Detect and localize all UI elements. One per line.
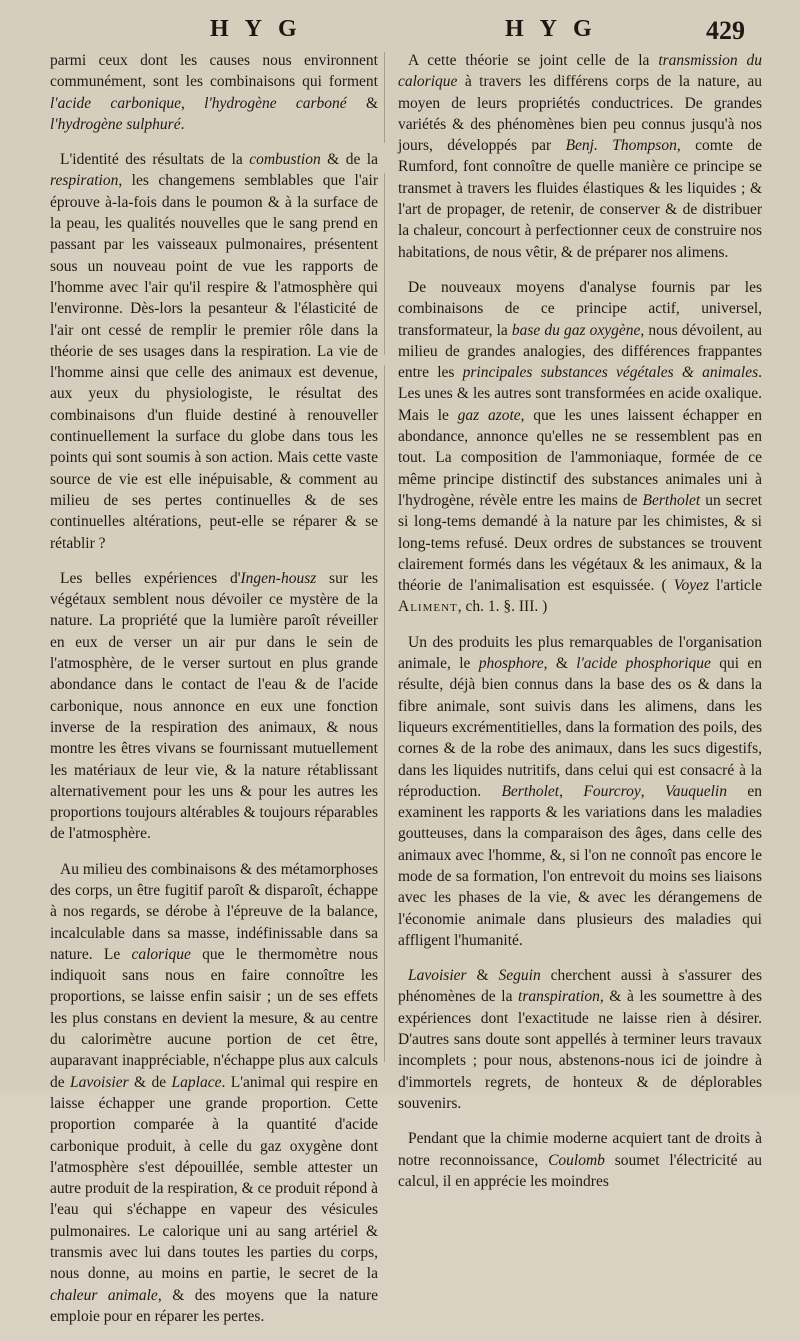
paragraph: Les belles expériences d'Ingen-housz sur les végétaux semblent nous dévoiler ce mystère de la nature. La propriété que la lumière paroît réveiller en eux de verser un air pur dans le sein de l'atmosphère, de le verser surtout en plus grande abondance dans le contact de l'eau & de l'acide carbonique, nous annonce en eux une fonction inverse de la respiration des animaux, & nous montre les êtres vivans se fournissant mutuellement les matériaux de leur vie, & la nature rétablissant alternativement pour les uns & pour les autres les proportions toujours altérables & toujours réparables de l'atmosphère. — [50, 569, 378, 843]
paragraph: Un des produits les plus remarquables de l'organisation animale, le phosphore, & l'acide phosphorique qui en résulte, déjà bien connus dans la base des os & dans la fibre animale, sont suivis dans les alimens, dans les liqueurs excrémentitielles, dans la formation des poils, des cornes & de la robe des animaux, dans les sucs digestifs, dans les liquides nutritifs, dans celui qui est consacré à la réproduction. Bertholet, Fourcroy, Vauquelin en examinent les rapports & les variations dans les maladies goutteuses, dans la comparaison des âges, dans celle des animaux avec l'homme, &, si l'on ne connoît pas encore le mode de sa formation, l'on entrevoit du moins ses liaisons avec les phases de la vie, & avec les dérangemens de l'économie animale dans plusieurs des maladies qui affligent l'humanité. — [398, 633, 762, 949]
right-column — [398, 50, 762, 1206]
paragraph: L'identité des résultats de la combustion & de la respiration, les changemens semblables que l'air éprouve à-la-fois dans le poumon & à la surface de la peau, les qualités nouvelles que le sang prend en passant par les vaisseaux pulmonaires, présentent sous un nouveau point de vue les rapports de l'homme avec l'air qu'il respire & l'atmosphère qui l'environne. Dès-lors la pesanteur & l'élasticité de l'air ont cessé de remplir le premier rôle dans la théorie de ses usages dans la respiration. La vie de l'homme ainsi que celle des animaux est devenue, aux yeux du physiologiste, le résultat des combinaisons d'un fluide destiné à renouveller continuellement la surface du globe dans tous les points qui sont soumis à son action. Mais cette vaste source de vie est elle inépuisable, & comment au milieu de ses pertes continuelles & de ses continuelles altérations, peut-elle se réparer & se rétablir ? — [50, 151, 378, 552]
page-number: 429 — [706, 16, 745, 45]
header-right-word: HYG — [505, 16, 608, 42]
left-column — [50, 50, 378, 1341]
paragraph: Pendant que la chimie moderne acquiert tant de droits à notre reconnoissance, Coulomb soumet l'électricité au calcul, il en apprécie les moindres — [398, 1130, 762, 1190]
column-divider — [384, 52, 385, 1062]
paragraph: De nouveaux moyens d'analyse fournis par les combinaisons de ce principe actif, universel, transformateur, la base du gaz oxygène, nous dévoilent, au milieu de grandes analogies, des différences frappantes entre les principales substances végétales & animales. Les unes & les autres sont transformées en acide oxalique. Mais le gaz azote, que les unes laissent échapper en abondance, annonce qu'elles ne se ressemblent pas en tout. La composition de l'ammoniaque, formée de ce même principe distinctif des substances animales uni à l'hydrogène, révèle entre les mains de Bertholet un secret si long-tems demandé à la nature par les chimistes, & si long-tems refusé. Deux ordres de substances se trouvent clairement formés dans les végétaux & les animaux, & la théorie de l'animalisation est esquissée. ( Voyez l'article Aliment, ch. 1. §. III. ) — [398, 278, 763, 616]
paragraph: Lavoisier & Seguin cherchent aussi à s'assurer des phénomènes de la transpiration, & à les soumettre à des expériences dont l'exactitude ne laisse rien à désirer. D'autres sans doute sont appellés à terminer leurs travaux incomplets ; pour nous, abstenons-nous ici de joindre à d'immortels regrets, de honteux & de déplorables souvenirs. — [398, 967, 762, 1112]
header-left-word: HYG — [210, 16, 313, 42]
paragraph: A cette théorie se joint celle de la transmission du calorique à travers les différens corps de la nature, au moyen de leurs propriétés conductrices. De grandes variétés & des phénomènes bien peu connus jusqu'à nos jours, développés par Benj. Thompson, comte de Rumford, font connoître de quelle manière ce principe se transmet à travers les fluides élastiques & les liquides ; & l'art de propager, de retenir, de conserver & de distribuer la chaleur, concourt à perfectionner ceux de construire nos habitations, de nous vêtir, & de préparer nos alimens. — [398, 52, 762, 261]
paragraph: Au milieu des combinaisons & des métamorphoses des corps, un être fugitif paroît & disparoît, échappe à nos regards, se dérobe à l'épreuve de la balance, incalculable dans sa masse, indéfinissable dans sa nature. Le calorique que le thermomètre nous indiquoit sans nous en faire connoître les proportions, se laisse enfin saisir ; un de ses effets les plus constans en devient la mesure, & au centre du calorimètre aucune portion de cet être, auparavant inappréciable, n'échappe plus aux calculs de Lavoisier & de Laplace. L'animal qui respire en laisse échapper une grande proportion. Cette proportion comparée à la quantité d'acide carbonique produit, à celle du gaz oxygène dont l'atmosphère s'est dépouillée, semble attester un autre produit de la respiration, & ce produit répond à l'eau qui s'échappe en vapeur des vésicules pulmonaires. Le calorique uni au sang artériel & transmis avec lui dans toutes les parties du corps, nous donne, au moins en partie, le secret de la chaleur animale, & des moyens que la nature emploie pour en réparer les pertes. — [50, 860, 378, 1325]
paragraph: parmi ceux dont les causes nous environnent communément, sont les combinaisons qui forment l'acide carbonique, l'hydrogène carboné & l'hydrogène sulphuré. — [50, 52, 378, 133]
running-header — [0, 6, 800, 46]
